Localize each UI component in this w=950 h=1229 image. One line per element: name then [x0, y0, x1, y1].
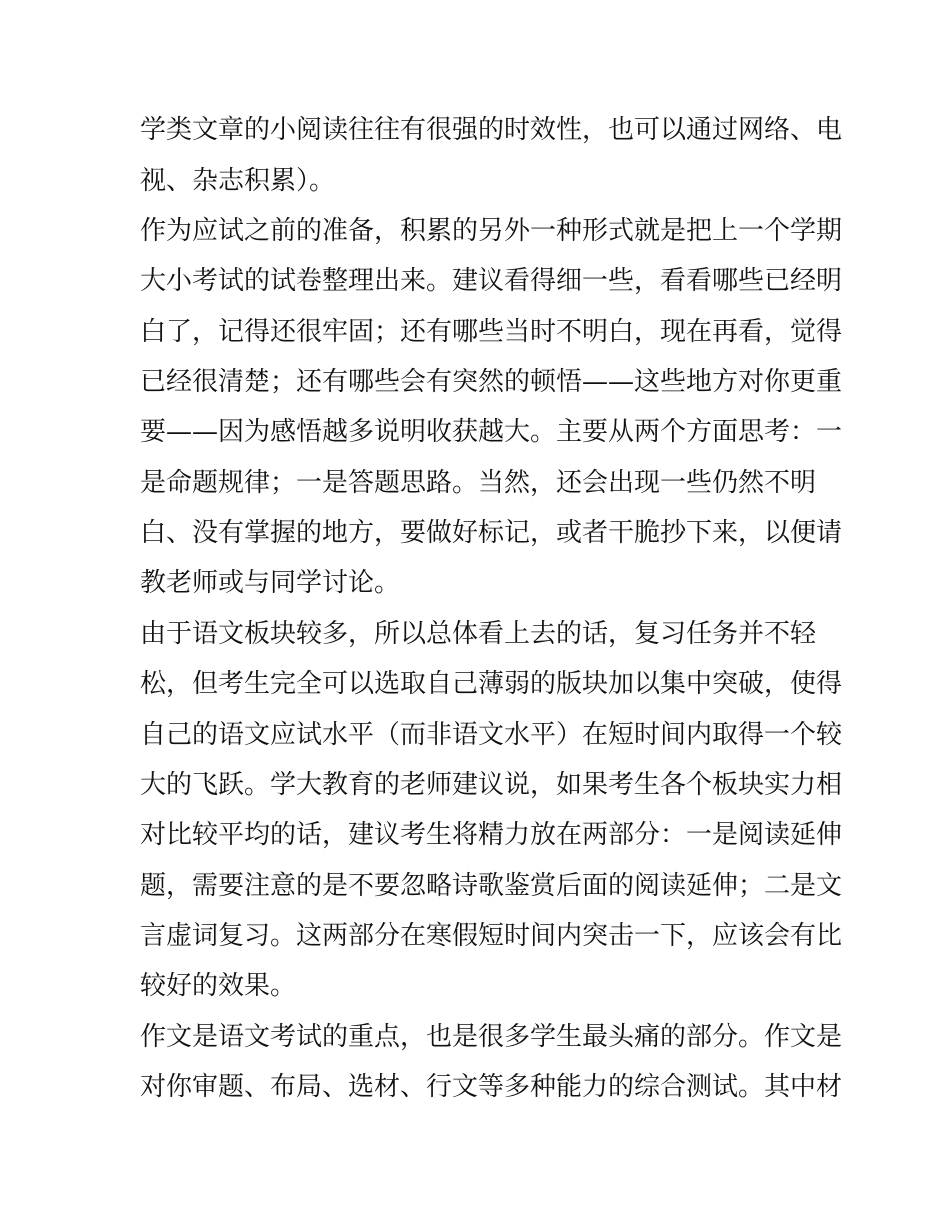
text-line: 大的飞跃。学大教育的老师建议说，如果考生各个板块实力相	[140, 770, 843, 800]
text-line: 言虚词复习。这两部分在寒假短时间内突击一下，应该会有比	[140, 921, 843, 951]
text-line: 对你审题、布局、选材、行文等多种能力的综合测试。其中材	[140, 1072, 843, 1102]
text-line: 由于语文板块较多，所以总体看上去的话，复习任务并不轻	[140, 619, 817, 649]
text-line: 视、杂志积累）。	[140, 166, 336, 196]
text-line: 自己的语文应试水平（而非语文水平）在短时间内取得一个较	[140, 720, 843, 750]
text-line: 学类文章的小阅读往往有很强的时效性，也可以通过网络、电	[140, 115, 843, 145]
text-line: 松，但考生完全可以选取自己薄弱的版块加以集中突破，使得	[140, 669, 843, 699]
text-line: 是命题规律；一是答题思路。当然，还会出现一些仍然不明	[140, 468, 817, 498]
text-line: 作文是语文考试的重点，也是很多学生最头痛的部分。作文是	[140, 1022, 843, 1052]
text-line: 题，需要注意的是不要忽略诗歌鉴赏后面的阅读延伸；二是文	[140, 871, 843, 901]
text-line: 教老师或与同学讨论。	[140, 568, 401, 598]
text-line: 对比较平均的话，建议考生将精力放在两部分：一是阅读延伸	[140, 820, 843, 850]
text-line: 要——因为感悟越多说明收获越大。主要从两个方面思考：一	[140, 417, 843, 447]
text-line: 较好的效果。	[140, 971, 297, 1001]
text-line: 大小考试的试卷整理出来。建议看得细一些，看看哪些已经明	[140, 266, 843, 296]
text-line: 白了，记得还很牢固；还有哪些当时不明白，现在再看，觉得	[140, 317, 843, 347]
text-line: 已经很清楚；还有哪些会有突然的顿悟——这些地方对你更重	[140, 367, 843, 397]
text-line: 白、没有掌握的地方，要做好标记，或者干脆抄下来，以便请	[140, 518, 843, 548]
text-line: 作为应试之前的准备，积累的另外一种形式就是把上一个学期	[140, 216, 843, 246]
